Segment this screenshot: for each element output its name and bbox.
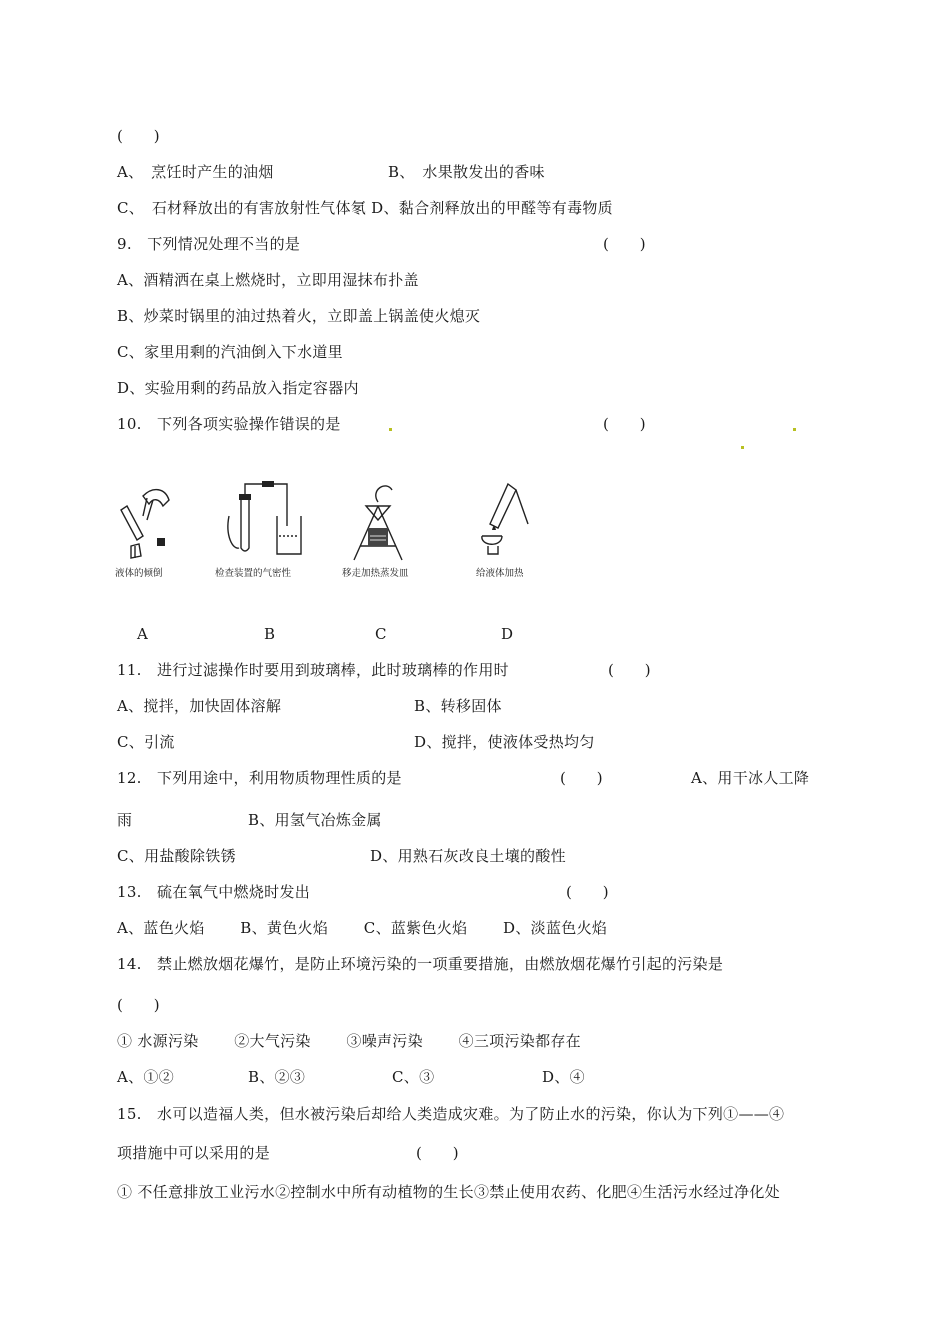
q11-option-c: C、引流 xyxy=(117,733,175,751)
q8-bracket: ( ) xyxy=(117,127,160,145)
airtightness-check-icon xyxy=(215,476,315,566)
q10-stem: 10. 下列各项实验操作错误的是 xyxy=(117,415,341,433)
scan-speck xyxy=(389,428,392,431)
q9-bracket: ( ) xyxy=(603,235,646,253)
figure-b-caption: 检查装置的气密性 xyxy=(215,568,292,579)
q9-option-b: B、炒菜时锅里的油过热着火，立即盖上锅盖使火熄灭 xyxy=(117,307,481,325)
figure-a xyxy=(113,476,183,586)
q12-option-a-part1: A、用干冰人工降 xyxy=(691,769,810,787)
q15-stem-line2: 项措施中可以采用的是 xyxy=(117,1144,271,1162)
q14-option-c: C、③ xyxy=(392,1068,435,1086)
q12-option-c: C、用盐酸除铁锈 xyxy=(117,847,236,865)
heating-liquid-icon xyxy=(468,476,538,566)
q14-stem: 14. 禁止燃放烟花爆竹，是防止环境污染的一项重要措施，由燃放烟花爆竹引起的污染是 xyxy=(117,955,724,973)
liquid-pouring-icon xyxy=(113,476,183,566)
q13-options: A、蓝色火焰 B、黄色火焰 C、蓝紫色火焰 D、淡蓝色火焰 xyxy=(117,919,608,937)
figure-d xyxy=(468,476,538,586)
q13-bracket: ( ) xyxy=(566,883,609,901)
q12-option-a-part2: 雨 xyxy=(117,811,133,829)
figure-c-letter: C xyxy=(375,625,387,643)
q9-stem: 9. 下列情况处理不当的是 xyxy=(117,235,301,253)
q14-option-d: D、④ xyxy=(542,1068,585,1086)
scan-speck xyxy=(741,446,744,449)
q15-stem-line1: 15. 水可以造福人类，但水被污染后却给人类造成灾难。为了防止水的污染，你认为下列①——④ xyxy=(117,1105,785,1123)
scan-speck xyxy=(793,428,796,431)
q11-stem: 11. 进行过滤操作时要用到玻璃棒，此时玻璃棒的作用时 xyxy=(117,661,509,679)
q9-option-c: C、家里用剩的汽油倒入下水道里 xyxy=(117,343,343,361)
q15-bracket: ( ) xyxy=(416,1144,459,1162)
q11-option-a: A、搅拌，加快固体溶解 xyxy=(117,697,282,715)
figure-d-letter: D xyxy=(501,625,514,643)
q9-option-d: D、实验用剩的药品放入指定容器内 xyxy=(117,379,359,397)
q12-option-b: B、用氢气冶炼金属 xyxy=(248,811,382,829)
q8-option-a: A、 烹饪时产生的油烟 xyxy=(117,163,274,181)
q10-bracket: ( ) xyxy=(603,415,646,433)
q11-bracket: ( ) xyxy=(608,661,651,679)
q12-option-d: D、用熟石灰改良土壤的酸性 xyxy=(370,847,566,865)
q8-option-b: B、 水果散发出的香味 xyxy=(388,163,545,181)
q11-option-d: D、搅拌，使液体受热均匀 xyxy=(414,733,595,751)
q9-option-a: A、酒精洒在桌上燃烧时，立即用湿抹布扑盖 xyxy=(117,271,419,289)
figure-b-letter: B xyxy=(264,625,276,643)
evaporating-dish-icon xyxy=(340,476,420,566)
figure-a-caption: 液体的倾倒 xyxy=(115,568,163,579)
q14-bracket: ( ) xyxy=(117,996,160,1014)
q11-option-b: B、转移固体 xyxy=(414,697,502,715)
q14-option-a: A、①② xyxy=(117,1068,175,1086)
q8-option-cd: C、 石材释放出的有害放射性气体氡 D、黏合剂释放出的甲醛等有毒物质 xyxy=(117,199,613,217)
figure-c xyxy=(340,476,420,586)
figure-c-caption: 移走加热蒸发皿 xyxy=(342,568,409,579)
q14-option-b: B、②③ xyxy=(248,1068,306,1086)
q12-bracket: ( ) xyxy=(560,769,603,787)
q13-stem: 13. 硫在氧气中燃烧时发出 xyxy=(117,883,311,901)
figure-a-letter: A xyxy=(137,625,149,643)
q15-items: ① 不任意排放工业污水②控制水中所有动植物的生长③禁止使用农药、化肥④生活污水经过净化处 xyxy=(117,1183,780,1201)
q12-stem: 12. 下列用途中，利用物质物理性质的是 xyxy=(117,769,402,787)
figure-b xyxy=(215,476,315,586)
q14-items: ① 水源污染 ②大气污染 ③噪声污染 ④三项污染都存在 xyxy=(117,1032,581,1050)
figure-d-caption: 给液体加热 xyxy=(476,568,524,579)
